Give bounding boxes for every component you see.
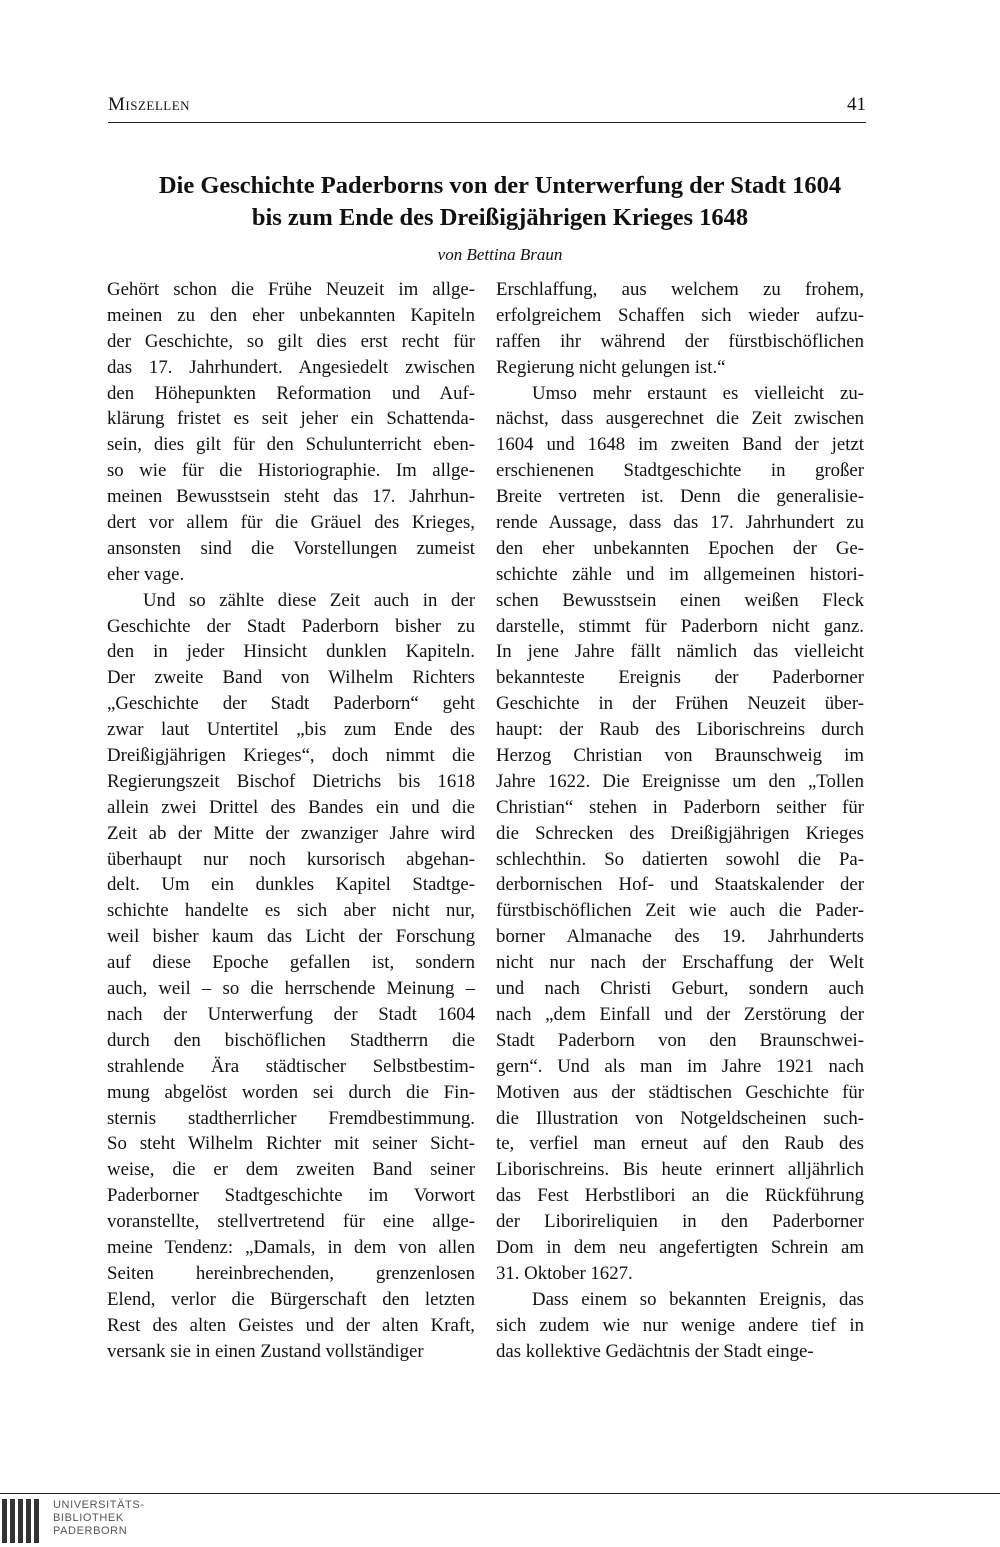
text-line: den in jeder Hinsicht dunklen Kapiteln. [107, 641, 475, 663]
text-line: der Geschichte, so gilt dies erst recht für [107, 330, 475, 352]
text-line: erfolgreichem Schaffen sich wieder aufzu- [496, 304, 864, 326]
logo-text-line: PADERBORN [53, 1525, 128, 1537]
text-line: rende Aussage, dass das 17. Jahrhundert zu [496, 512, 864, 534]
text-line: Regierungszeit Bischof Dietrichs bis 1618 [107, 770, 475, 792]
text-line: Rest des alten Geistes und der alten Kraft, [107, 1314, 475, 1336]
text-line: sich zudem wie nur wenige andere tief in [496, 1314, 864, 1336]
text-line: weil bisher kaum das Licht der Forschung [107, 926, 475, 948]
text-line: schen Bewusstsein einen weißen Fleck [496, 589, 864, 611]
text-line: der Liborireliquien in den Paderborner [496, 1211, 864, 1233]
text-line: Regierung nicht gelungen ist.“ [496, 356, 726, 378]
text-line: nächst, dass ausgerechnet die Zeit zwischen [496, 408, 864, 430]
text-column-left [107, 277, 475, 1364]
page-number: 41 [847, 94, 866, 115]
text-line: raffen ihr während der fürstbischöflichen [496, 330, 864, 352]
text-line: meine Tendenz: „Damals, in dem von allen [107, 1236, 475, 1258]
text-line: So steht Wilhelm Richter mit seiner Sicht- [107, 1133, 475, 1155]
text-line: eher vage. [107, 563, 185, 585]
text-line: auch, weil – so die herrschende Meinung – [107, 978, 475, 1000]
text-line: 31. Oktober 1627. [496, 1262, 633, 1284]
text-line: überhaupt nur noch kursorisch abgehan- [107, 848, 475, 870]
text-line: Paderborner Stadtgeschichte im Vorwort [107, 1185, 475, 1207]
text-line: meinen zu den eher unbekannten Kapiteln [107, 304, 475, 326]
text-line: nicht nur nach der Erschaffung der Welt [496, 952, 864, 974]
text-line: klärung fristet es seit jeher ein Schattenda- [107, 408, 475, 430]
title-line: bis zum Ende des Dreißigjährigen Krieges 1648 [251, 204, 749, 231]
text-line: darstelle, stimmt für Paderborn nicht ganz. [496, 615, 864, 637]
text-line: Herzog Christian von Braunschweig im [496, 745, 864, 767]
page-header [108, 92, 866, 123]
text-line: Umso mehr erstaunt es vielleicht zu- [532, 382, 864, 404]
text-line: Stadt Paderborn von den Braunschwei- [496, 1029, 864, 1051]
text-line: borner Almanache des 19. Jahrhunderts [496, 926, 864, 948]
library-logo-icon [0, 1499, 46, 1543]
text-line: und nach Christi Geburt, sondern auch [496, 978, 864, 1000]
text-line: schichte handelte es sich aber nicht nur, [107, 900, 475, 922]
text-line: den eher unbekannten Epochen der Ge- [496, 537, 864, 559]
text-line: te, verfiel man erneut auf den Raub des [496, 1133, 864, 1155]
text-line: Dreißigjährigen Krieges“, doch nimmt die [107, 745, 475, 767]
text-line: Seiten hereinbrechenden, grenzenlosen [107, 1262, 475, 1284]
text-line: meinen Bewusstsein steht das 17. Jahrhun- [107, 486, 475, 508]
text-line: ansonsten sind die Vorstellungen zumeist [107, 537, 475, 559]
text-line: Und so zählte diese Zeit auch in der [143, 589, 475, 611]
text-line: fürstbischöflichen Zeit wie auch die Pader- [496, 900, 864, 922]
text-line: erschienenen Stadtgeschichte in großer [496, 460, 864, 482]
article-title [100, 170, 900, 234]
text-line: den Höhepunkten Reformation und Auf- [107, 382, 475, 404]
text-line: derbornischen Hof- und Staatskalender der [496, 874, 864, 896]
library-logo-text [53, 1499, 145, 1538]
text-line: In jene Jahre fällt nämlich das vielleicht [496, 641, 864, 663]
text-column-right [496, 277, 864, 1364]
text-line: weise, die er dem zweiten Band seiner [107, 1159, 475, 1181]
text-line: sternis stadtherrlicher Fremdbestimmung. [107, 1107, 475, 1129]
text-line: Zeit ab der Mitte der zwanziger Jahre wird [107, 822, 475, 844]
text-line: nach „dem Einfall und der Zerstörung der [496, 1003, 864, 1025]
text-line: Dom in dem neu angefertigten Schrein am [496, 1236, 864, 1258]
title-line: Die Geschichte Paderborns von der Unterwerfung der Stadt 1604 [158, 172, 842, 199]
text-line: Jahre 1622. Die Ereignisse um den „Tollen [496, 770, 864, 792]
text-line: versank sie in einen Zustand vollständiger [107, 1340, 424, 1362]
text-line: Erschlaffung, aus welchem zu frohem, [496, 279, 864, 300]
text-line: „Geschichte der Stadt Paderborn“ geht [107, 693, 475, 715]
text-line: allein zwei Drittel des Bandes ein und die [107, 796, 475, 818]
text-line: bekannteste Ereignis der Paderborner [496, 667, 864, 689]
text-line: sein, dies gilt für den Schulunterricht eben- [107, 434, 475, 456]
logo-text-line: BIBLIOTHEK [53, 1512, 124, 1524]
text-line: Geschichte in der Frühen Neuzeit über- [496, 693, 864, 715]
text-line: so wie für die Historiographie. Im allge- [107, 460, 475, 482]
text-line: das kollektive Gedächtnis der Stadt einge- [496, 1340, 814, 1362]
footer-rule [0, 1493, 1000, 1494]
byline: von Bettina Braun [437, 245, 563, 264]
text-line: Dass einem so bekannten Ereignis, das [532, 1288, 864, 1310]
text-line: das Fest Herbstlibori an die Rückführung [496, 1185, 864, 1207]
text-line: Motiven aus der städtischen Geschichte für [496, 1081, 864, 1103]
text-line: Elend, verlor die Bürgerschaft den letzten [107, 1288, 475, 1310]
text-line: auf diese Epoche gefallen ist, sondern [107, 952, 475, 974]
text-line: Christian“ stehen in Paderborn seither für [496, 796, 864, 818]
text-line: gern“. Und als man im Jahre 1921 nach [496, 1055, 864, 1077]
running-head: Miszellen [108, 94, 191, 115]
logo-text-line: UNIVERSITÄTS- [53, 1499, 145, 1511]
text-line: die Illustration von Notgeldscheinen such- [496, 1107, 864, 1129]
text-line: die Schrecken des Dreißigjährigen Krieges [496, 822, 864, 844]
text-line: Geschichte der Stadt Paderborn bisher zu [107, 615, 475, 637]
text-line: dert vor allem für die Gräuel des Krieges, [107, 512, 475, 534]
text-line: Breite vertreten ist. Denn die generalisie- [496, 486, 864, 508]
text-line: mung abgelöst worden sei durch die Fin- [107, 1081, 475, 1103]
library-logo [0, 1497, 160, 1547]
text-line: Gehört schon die Frühe Neuzeit im allge- [107, 279, 475, 300]
text-line: strahlende Ära städtischer Selbstbestim- [107, 1055, 475, 1077]
text-line: Der zweite Band von Wilhelm Richters [107, 667, 475, 689]
text-line: zwar laut Untertitel „bis zum Ende des [107, 719, 475, 741]
text-line: nach der Unterwerfung der Stadt 1604 [107, 1003, 475, 1025]
text-line: delt. Um ein dunkles Kapitel Stadtge- [107, 874, 475, 896]
text-line: das 17. Jahrhundert. Angesiedelt zwischen [107, 356, 475, 378]
text-line: schlechthin. So datierten sowohl die Pa- [496, 848, 864, 870]
text-line: 1604 und 1648 im zweiten Band der jetzt [496, 434, 864, 456]
text-line: voranstellte, stellvertretend für eine allge- [107, 1211, 475, 1233]
text-line: haupt: der Raub des Liborischreins durch [496, 719, 864, 741]
text-line: Liborischreins. Bis heute erinnert alljährlich [496, 1159, 864, 1181]
text-line: schichte zähle und im allgemeinen histori- [496, 563, 864, 585]
text-line: durch den bischöflichen Stadtherrn die [107, 1029, 475, 1051]
